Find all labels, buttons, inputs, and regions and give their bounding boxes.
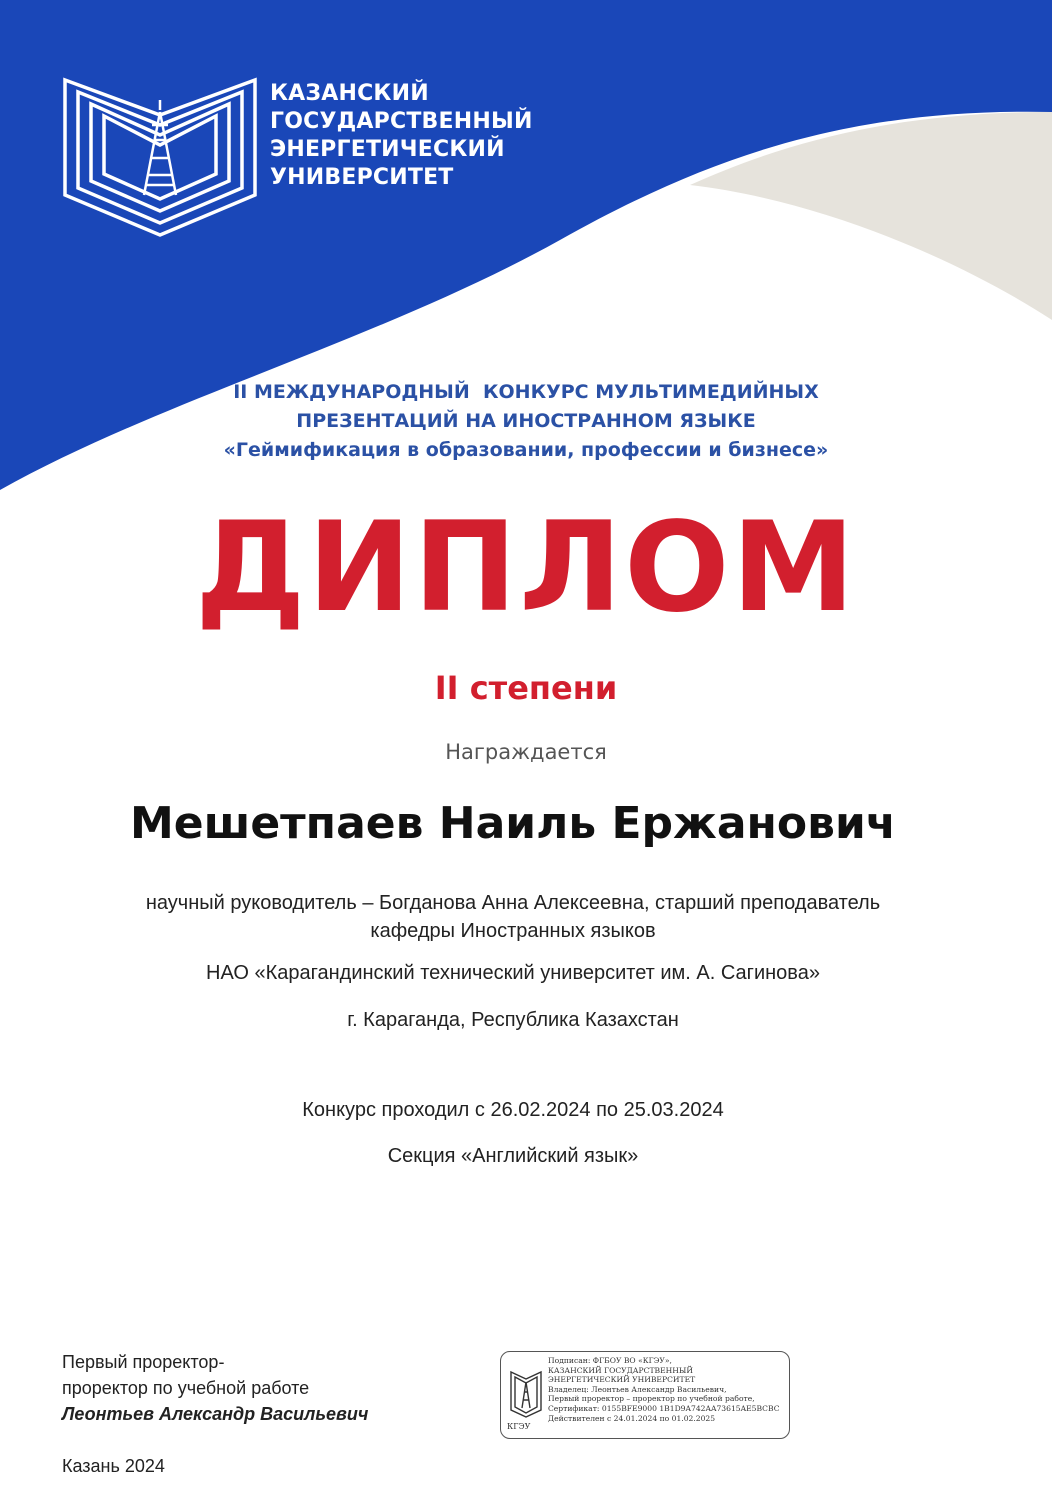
signer-block	[62, 1349, 368, 1427]
location: г. Караганда, Республика Казахстан	[347, 1009, 679, 1031]
signer-name: Леонтьев Александр Васильевич	[62, 1404, 369, 1424]
supervisor-line: кафедры Иностранных языков	[370, 920, 656, 942]
stamp-line: Владелец: Леонтьев Александр Васильевич,	[548, 1384, 727, 1394]
contest-title-line: II МЕЖДУНАРОДНЫЙ КОНКУРС МУЛЬТИМЕДИЙНЫХ	[233, 381, 819, 403]
stamp-text	[548, 1356, 780, 1423]
stamp-logo-label: КГЭУ	[507, 1422, 531, 1431]
contest-period: Конкурс проходил с 26.02.2024 по 25.03.2024	[302, 1099, 724, 1121]
diploma-title: ДИПЛОМ	[195, 496, 857, 640]
university-stamp-logo-icon	[509, 1364, 543, 1424]
signer-position-line: Первый проректор-	[62, 1352, 225, 1372]
university-name-line: КАЗАНСКИЙ	[270, 81, 429, 106]
supervisor-info	[0, 889, 1026, 945]
awarded-label: Награждается	[445, 740, 607, 764]
university-logo-icon	[60, 60, 260, 240]
university-name-line: ГОСУДАРСТВЕННЫЙ	[270, 109, 533, 134]
stamp-line: Первый проректор – проректор по учебной работе,	[548, 1394, 755, 1404]
electronic-signature-stamp	[500, 1351, 790, 1439]
stamp-line: КАЗАНСКИЙ ГОСУДАРСТВЕННЫЙ	[548, 1365, 694, 1375]
signer-position-line: проректор по учебной работе	[62, 1378, 310, 1398]
recipient-name: Мешетпаев Наиль Ержанович	[129, 798, 897, 849]
contest-section: Секция «Английский язык»	[387, 1145, 639, 1167]
stamp-line: Сертификат: 0155BFE9000 1B1D9A742AA73615AE5BCBC	[548, 1403, 780, 1413]
contest-title-line: ПРЕЗЕНТАЦИЙ НА ИНОСТРАННОМ ЯЗЫКЕ	[296, 410, 756, 432]
stamp-line: Подписан: ФГБОУ ВО «КГЭУ»,	[548, 1356, 672, 1365]
supervisor-line: научный руководитель – Богданова Анна Алексеевна, старший преподаватель	[145, 892, 881, 914]
contest-subtitle: «Геймификация в образовании, профессии и бизнесе»	[223, 439, 829, 461]
diploma-degree: II степени	[434, 669, 618, 707]
university-name-line: УНИВЕРСИТЕТ	[270, 165, 454, 190]
university-name-line: ЭНЕРГЕТИЧЕСКИЙ	[270, 137, 505, 162]
contest-title	[0, 378, 1052, 465]
organization: НАО «Карагандинский технический университет им. А. Сагинова»	[206, 962, 820, 984]
stamp-line: Действителен с 24.01.2024 по 01.02.2025	[548, 1413, 716, 1423]
stamp-line: ЭНЕРГЕТИЧЕСКИЙ УНИВЕРСИТЕТ	[548, 1375, 696, 1385]
university-name	[270, 80, 533, 192]
city-year: Казань 2024	[62, 1456, 165, 1476]
